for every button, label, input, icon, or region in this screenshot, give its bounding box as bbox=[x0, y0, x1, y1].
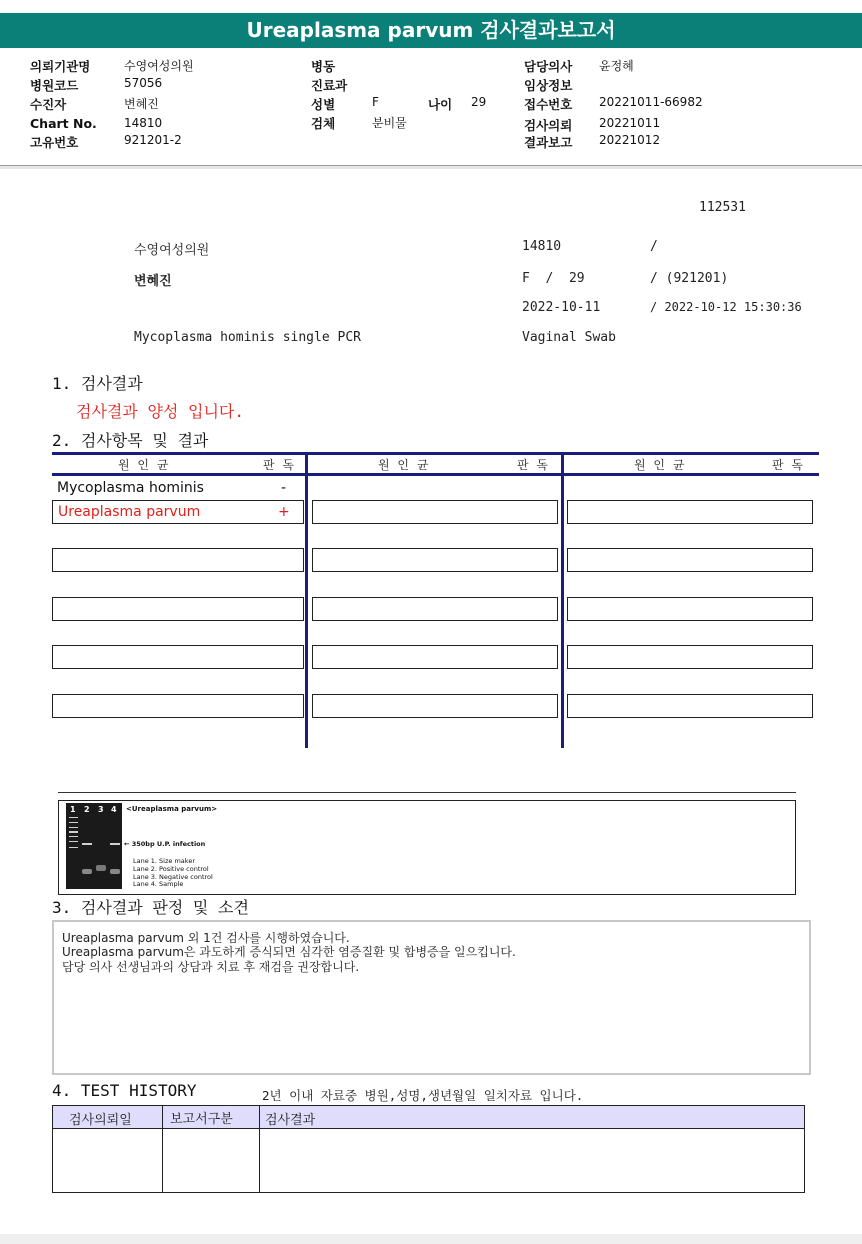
section-1-title: 1. 검사결과 bbox=[52, 374, 143, 393]
col-judge-1: 판 독 bbox=[263, 458, 296, 472]
section-3-title: 3. 검사결과 판정 및 소견 bbox=[52, 898, 249, 917]
request-date: 2022-10-11 bbox=[522, 300, 601, 315]
report-date-label: 결과보고 bbox=[524, 135, 573, 150]
gel-legend-lane4: Lane 4. Sample bbox=[133, 880, 184, 888]
test-name: Mycoplasma hominis single PCR bbox=[134, 330, 361, 345]
positive-band bbox=[82, 843, 92, 845]
gel-legend-lane1: Lane 1. Size maker bbox=[133, 857, 195, 865]
gel-arrow-label: 350bp U.P. infection bbox=[131, 840, 206, 848]
page-bottom-strip bbox=[0, 1234, 862, 1244]
result-cell bbox=[52, 597, 304, 621]
history-col-result: 검사결과 bbox=[265, 1113, 316, 1128]
patient-label: 수진자 bbox=[30, 97, 67, 112]
result-cell bbox=[52, 548, 304, 572]
clinical-info-label: 임상정보 bbox=[524, 78, 573, 93]
gel-electrophoresis-image bbox=[66, 803, 122, 889]
history-note: 2년 이내 자료중 병원,성명,생년월일 일치자료 입니다. bbox=[262, 1088, 584, 1103]
lane-number: 3 bbox=[98, 805, 104, 814]
patient-name: 변혜진 bbox=[134, 274, 172, 289]
marker-band bbox=[69, 841, 78, 842]
result-cell bbox=[567, 694, 813, 718]
sex-label: 성별 bbox=[311, 97, 336, 112]
report-title: Ureaplasma parvum 검사결과보고서 bbox=[0, 13, 862, 48]
table-head-rule bbox=[52, 473, 819, 476]
report-number: 112531 bbox=[699, 200, 746, 215]
result-cell bbox=[312, 694, 558, 718]
col-pathogen-2: 원 인 균 bbox=[378, 458, 431, 472]
table-divider-2 bbox=[561, 452, 564, 748]
result-mycoplasma-hominis: - bbox=[281, 480, 287, 496]
report-date-value: 20221012 bbox=[599, 133, 661, 147]
dept-label: 진료과 bbox=[311, 78, 348, 93]
marker-band bbox=[69, 847, 78, 848]
table-divider-1 bbox=[305, 452, 308, 748]
sample-band bbox=[110, 843, 120, 845]
result-cell bbox=[567, 597, 813, 621]
result-cell bbox=[312, 500, 558, 524]
marker-band bbox=[69, 827, 78, 828]
specimen-label: 검체 bbox=[311, 116, 336, 131]
chart-no-value: 14810 bbox=[124, 116, 163, 130]
pathogen-mycoplasma-hominis: Mycoplasma hominis bbox=[57, 480, 204, 496]
opinion-line: Ureaplasma parvum은 과도하게 증식되면 심각한 염증질환 및 합병증을 일으킵니다. bbox=[62, 945, 516, 959]
gel-legend-lane2: Lane 2. Positive control bbox=[133, 865, 209, 873]
patient-value: 변혜진 bbox=[124, 97, 159, 111]
gel-title: <Ureaplasma parvum> bbox=[126, 805, 218, 813]
result-cell bbox=[567, 645, 813, 669]
age-value: 29 bbox=[471, 95, 487, 109]
hospital-code-value: 57056 bbox=[124, 76, 163, 90]
primer-dimer bbox=[82, 869, 92, 874]
col-judge-3: 판 독 bbox=[772, 458, 805, 472]
doctor-label: 담당의사 bbox=[524, 59, 573, 74]
doctor-value: 윤정혜 bbox=[599, 59, 634, 73]
opinion-line: Ureaplasma parvum 외 1건 검사를 시행하였습니다. bbox=[62, 931, 350, 945]
history-col-divider bbox=[259, 1106, 260, 1192]
section-2-title: 2. 검사항목 및 결과 bbox=[52, 431, 209, 450]
header-shadow bbox=[0, 166, 862, 169]
result-cell bbox=[52, 694, 304, 718]
age-label: 나이 bbox=[428, 97, 453, 112]
unique-no-label: 고유번호 bbox=[30, 135, 79, 150]
result-cell bbox=[567, 548, 813, 572]
table-top-rule bbox=[52, 452, 819, 455]
specimen-type: Vaginal Swab bbox=[522, 330, 616, 345]
result-cell bbox=[312, 597, 558, 621]
result-ureaplasma-parvum: + bbox=[278, 504, 290, 520]
chart-no-label: Chart No. bbox=[30, 116, 97, 131]
gel-arrow: ← 350bp U.P. infection bbox=[124, 840, 206, 848]
opinion-line: 담당 의사 선생님과의 상담과 치료 후 재검을 권장합니다. bbox=[62, 960, 360, 974]
sex-age: F / 29 bbox=[522, 271, 585, 286]
history-table-header bbox=[53, 1106, 804, 1129]
clinic-name: 수영여성의원 bbox=[134, 243, 210, 258]
lane-number: 2 bbox=[84, 805, 90, 814]
pathogen-ureaplasma-parvum: Ureaplasma parvum bbox=[58, 504, 201, 520]
col-judge-2: 판 독 bbox=[517, 458, 550, 472]
id-part: / (921201) bbox=[650, 271, 729, 286]
overall-result: 검사결과 양성 입니다. bbox=[76, 402, 245, 421]
request-date-value: 20221011 bbox=[599, 116, 661, 130]
marker-band bbox=[69, 836, 78, 837]
marker-band bbox=[69, 822, 78, 823]
unique-no-value: 921201-2 bbox=[124, 133, 182, 147]
section-4-title: 4. TEST HISTORY bbox=[52, 1081, 197, 1100]
ward-label: 병동 bbox=[311, 59, 336, 74]
col-pathogen-1: 원 인 균 bbox=[118, 458, 171, 472]
col-pathogen-3: 원 인 균 bbox=[634, 458, 687, 472]
specimen-value: 분비물 bbox=[372, 116, 407, 130]
result-cell bbox=[567, 500, 813, 524]
primer-dimer bbox=[110, 869, 120, 874]
lane-number: 4 bbox=[111, 805, 117, 814]
receipt-no-value: 20221011-66982 bbox=[599, 95, 703, 109]
result-cell bbox=[52, 645, 304, 669]
gel-top-rule bbox=[58, 792, 796, 793]
hospital-name-value: 수영여성의원 bbox=[124, 59, 194, 73]
history-col-divider bbox=[162, 1106, 163, 1192]
chart-number: 14810 bbox=[522, 239, 562, 254]
sex-value: F bbox=[372, 95, 379, 109]
chart-slash: / bbox=[650, 239, 658, 254]
history-col-report-type: 보고서구분 bbox=[170, 1112, 233, 1127]
marker-band bbox=[69, 817, 78, 818]
receipt-no-label: 접수번호 bbox=[524, 97, 573, 112]
hospital-code-label: 병원코드 bbox=[30, 78, 79, 93]
gel-legend-lane3: Lane 3. Negative control bbox=[133, 873, 213, 881]
request-date-label: 검사의뢰 bbox=[524, 118, 573, 133]
result-cell bbox=[312, 548, 558, 572]
result-cell bbox=[312, 645, 558, 669]
lane-number: 1 bbox=[70, 805, 76, 814]
hospital-name-label: 의뢰기관명 bbox=[30, 59, 91, 74]
primer-dimer bbox=[96, 865, 106, 871]
history-col-request-date: 검사의뢰일 bbox=[69, 1113, 132, 1128]
report-datetime: / 2022-10-12 15:30:36 bbox=[650, 300, 802, 314]
marker-band bbox=[69, 831, 78, 833]
